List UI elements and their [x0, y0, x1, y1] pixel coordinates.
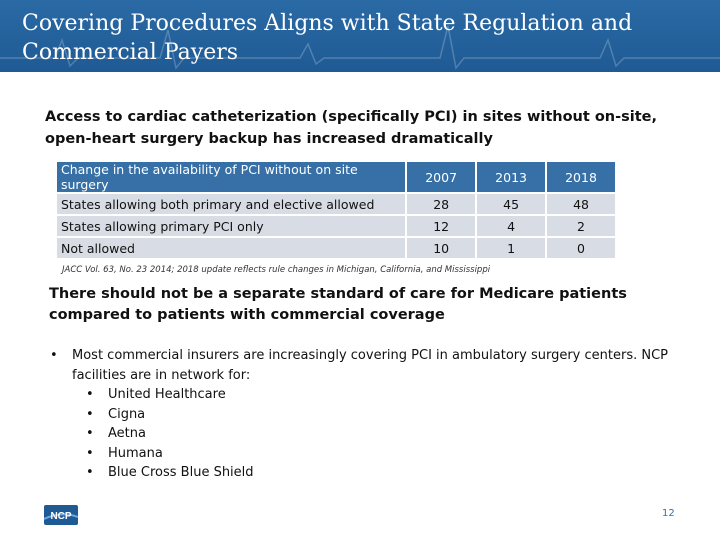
table-cell: 12	[407, 216, 475, 236]
bullet-glyph: •	[86, 426, 94, 441]
table-header-row	[57, 162, 615, 192]
list-item	[86, 385, 670, 405]
slide-subtitle: Access to cardiac catheterization (specifically PCI) in sites without on-site, open-heart surgery backup has increased dramatically	[45, 109, 658, 147]
table-cell: 1	[477, 238, 545, 258]
table-header-cell: 2013	[477, 162, 545, 192]
table-header-cell: Change in the availability of PCI without on site surgery	[57, 162, 405, 192]
table-header-cell: 2018	[547, 162, 615, 192]
list-item	[86, 424, 670, 444]
table-cell: 45	[477, 194, 545, 214]
title-bar	[0, 0, 720, 72]
bullet-glyph: •	[50, 348, 58, 363]
bullet-glyph: •	[86, 406, 94, 422]
table-cell: 28	[407, 194, 475, 214]
page-number: 12	[662, 508, 675, 519]
bullet-glyph: •	[86, 445, 94, 461]
key-statement: There should not be a separate standard of care for Medicare patients compared to patients with commercial coverage	[49, 286, 627, 323]
table-cell: States allowing primary PCI only	[57, 216, 405, 236]
table-cell: 48	[547, 194, 615, 214]
insurer-name: United Healthcare	[108, 387, 226, 402]
table-cell: 2	[547, 216, 615, 236]
table-cell: 10	[407, 238, 475, 258]
bullet-text: Most commercial insurers are increasingly covering PCI in ambulatory surgery centers. NCP facilities are in network for:	[72, 348, 669, 383]
bullet-glyph: •	[86, 465, 94, 480]
insurer-name: Humana	[108, 445, 163, 461]
pci-availability-table	[55, 160, 617, 260]
insurer-list	[50, 385, 670, 483]
logo-text: NCP	[50, 511, 72, 522]
table-header-cell: 2007	[407, 162, 475, 192]
list-item	[86, 444, 670, 464]
table-row	[57, 238, 615, 258]
table-cell: 0	[547, 238, 615, 258]
table-row	[57, 216, 615, 236]
source-citation: JACC Vol. 63, No. 23 2014; 2018 update reflects rule changes in Michigan, California, and Mississippi	[62, 265, 491, 275]
insurer-name: Aetna	[108, 426, 146, 441]
table-cell: 4	[477, 216, 545, 236]
bullet-glyph: •	[86, 387, 94, 402]
table-row	[57, 194, 615, 214]
insurer-name: Blue Cross Blue Shield	[108, 465, 254, 480]
slide-title: Covering Procedures Aligns with State Regulation and Commercial Payers	[22, 11, 633, 65]
bullet-list	[50, 346, 670, 483]
bullet-item	[50, 346, 670, 385]
table-cell: Not allowed	[57, 238, 405, 258]
list-item	[86, 463, 670, 483]
table-cell: States allowing both primary and elective allowed	[57, 194, 405, 214]
insurer-name: Cigna	[108, 406, 146, 422]
list-item	[86, 405, 670, 425]
ncp-logo	[44, 505, 78, 525]
